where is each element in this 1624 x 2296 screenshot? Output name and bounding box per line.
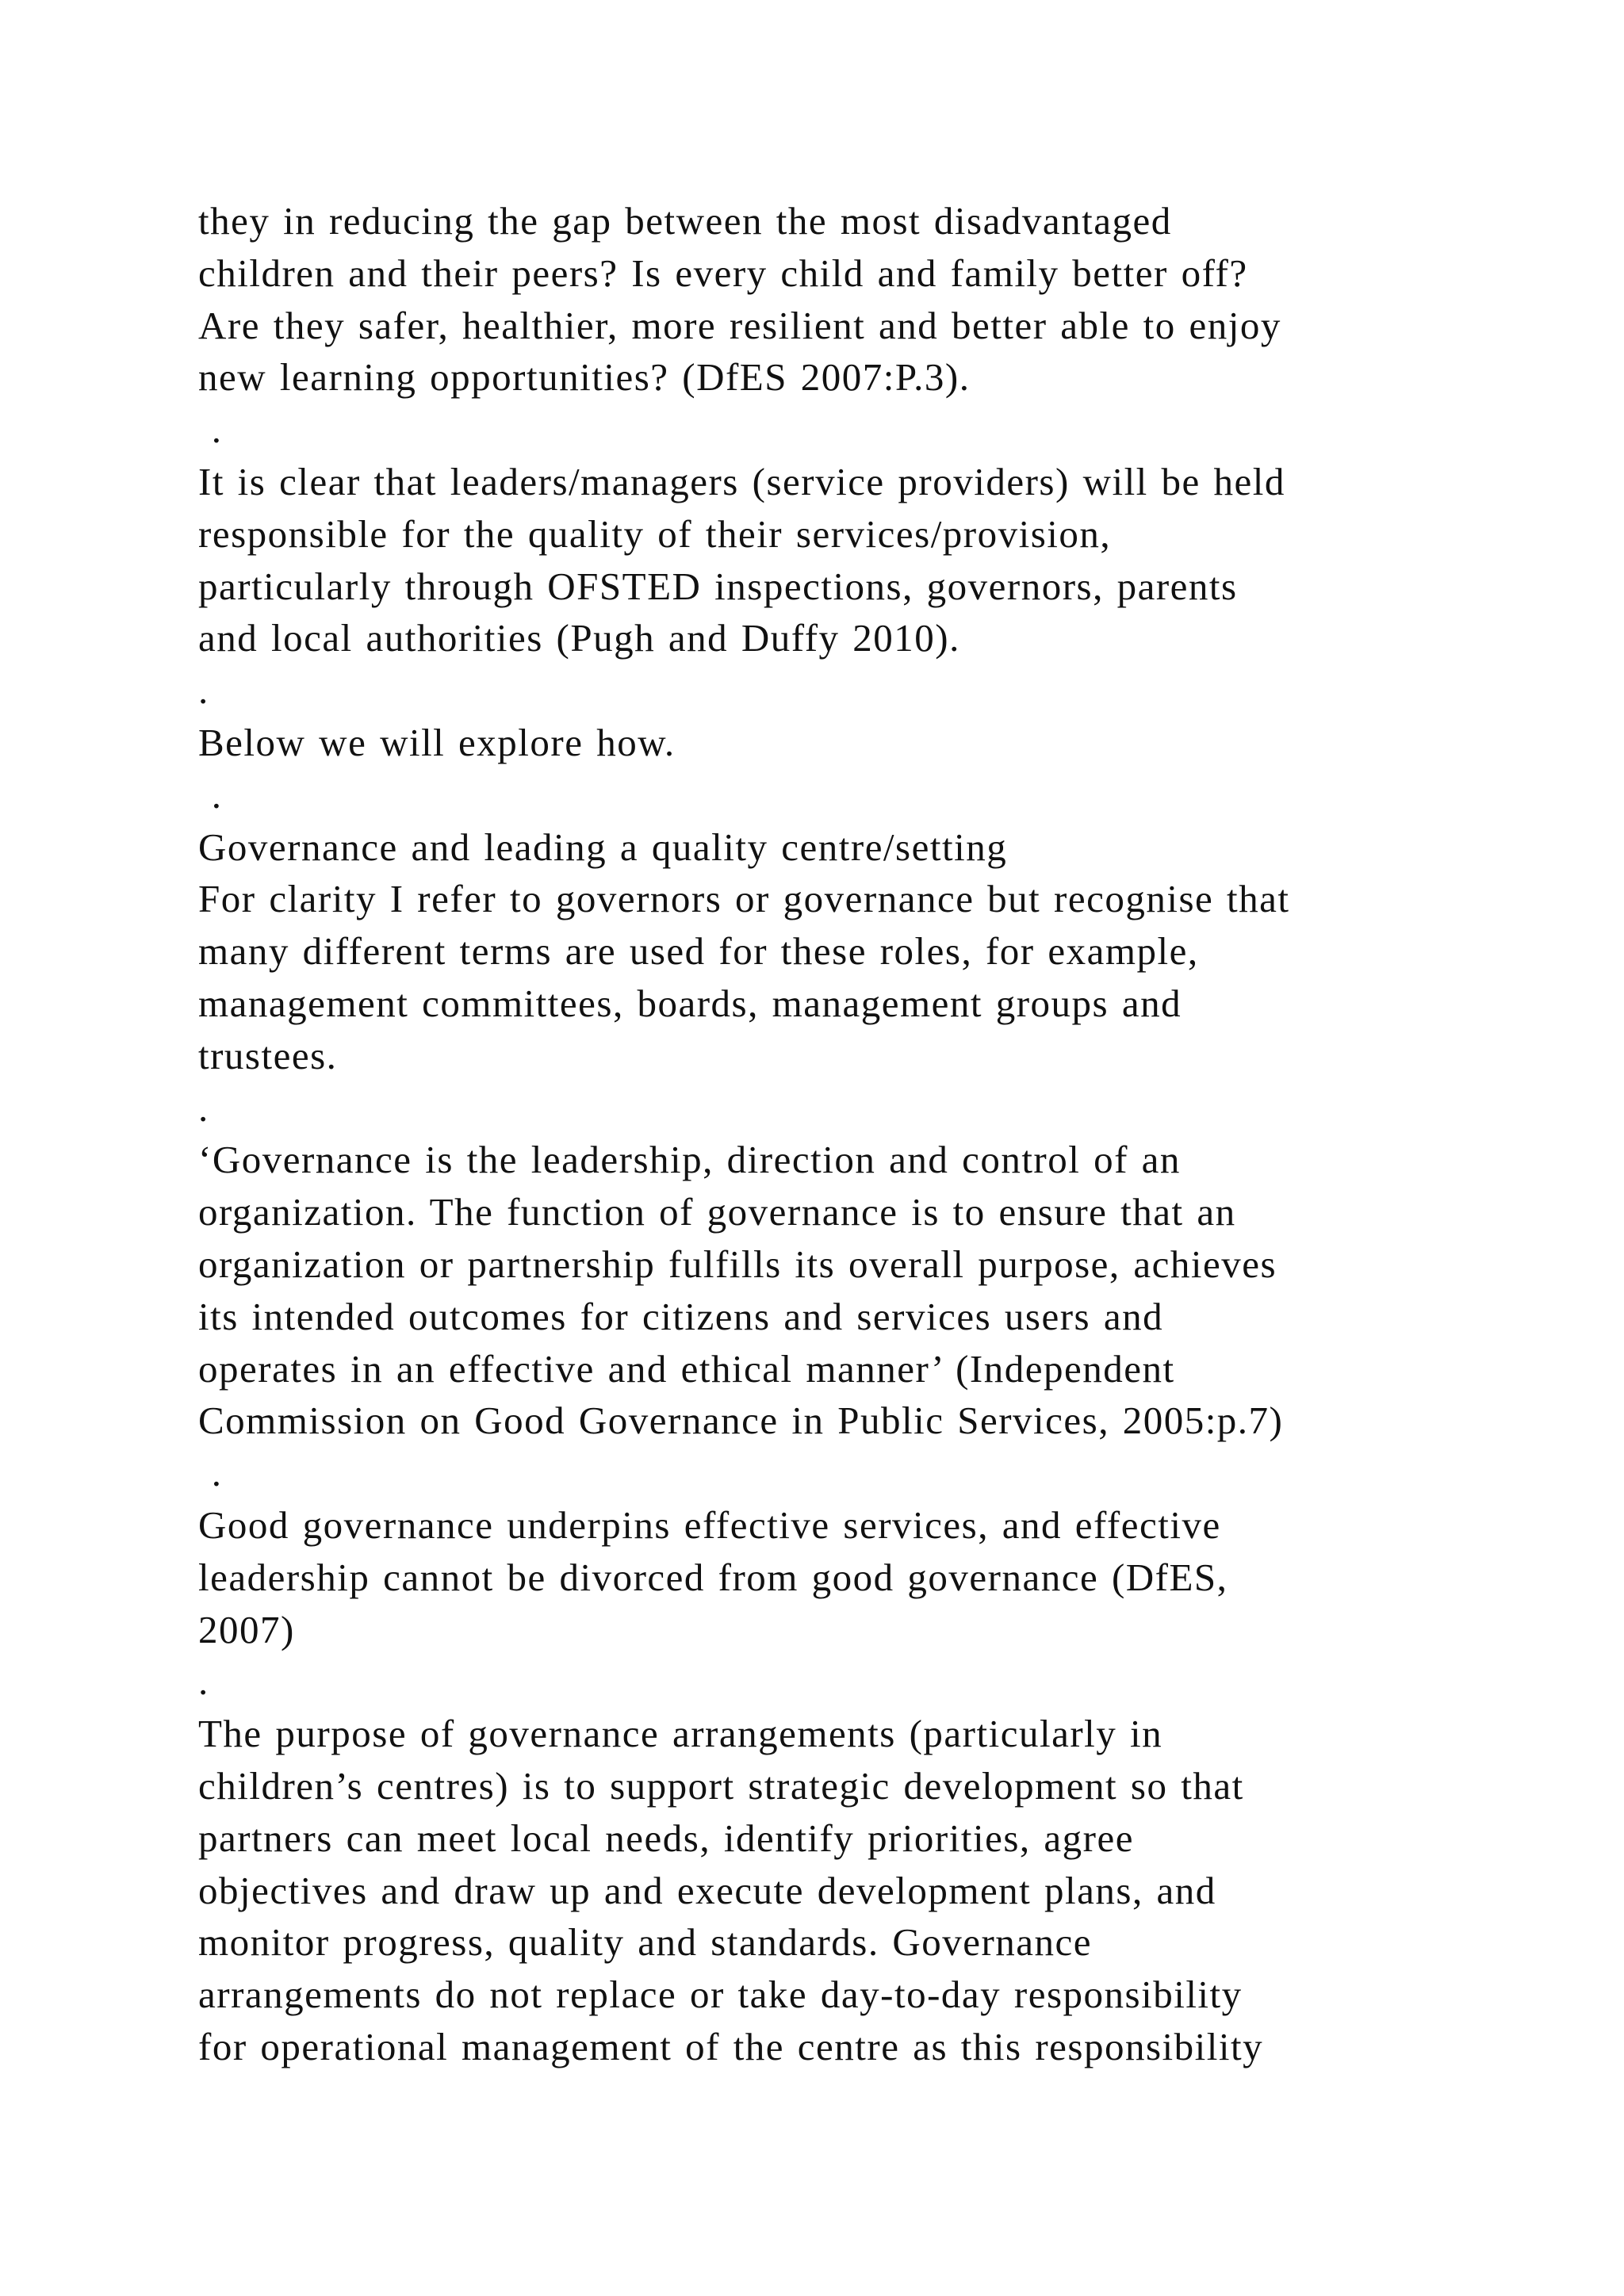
text-line: management committees, boards, management groups and [198, 981, 1182, 1025]
quote-line: organization or partnership fulfills its overall purpose, achieves [198, 1242, 1277, 1286]
text-line: partners can meet local needs, identify priorities, agree [198, 1816, 1134, 1860]
document-body [198, 195, 1499, 2073]
text-line: and local authorities (Pugh and Duffy 2010). [198, 616, 960, 660]
text-line: Are they safer, healthier, more resilient and better able to enjoy [198, 303, 1281, 347]
quote-line: ‘Governance is the leadership, direction and control of an [198, 1138, 1181, 1182]
text-line: Good governance underpins effective services, and effective [198, 1502, 1221, 1547]
text-line: trustees. [198, 1033, 338, 1077]
separator-dot: . [198, 408, 223, 452]
separator-dot: . [198, 772, 223, 817]
quote-line: its intended outcomes for citizens and services users and [198, 1294, 1164, 1338]
separator-dot: . [198, 668, 209, 713]
text-line: for operational management of the centre as this responsibility [198, 2024, 1264, 2068]
text-line: objectives and draw up and execute development plans, and [198, 1868, 1216, 1912]
text-line: responsible for the quality of their services/provision, [198, 511, 1112, 556]
separator-dot: . [198, 1085, 209, 1130]
text-line: particularly through OFSTED inspections, governors, parents [198, 564, 1238, 608]
separator-dot: . [198, 1451, 223, 1495]
section-heading: Governance and leading a quality centre/setting [198, 825, 1008, 869]
quote-line: operates in an effective and ethical manner’ (Independent [198, 1346, 1175, 1391]
text-line: children and their peers? Is every child and family better off? [198, 251, 1248, 295]
text-line: they in reducing the gap between the most disadvantaged [198, 199, 1172, 243]
text-line: leadership cannot be divorced from good governance (DfES, [198, 1555, 1228, 1599]
text-line: children’s centres) is to support strategic development so that [198, 1763, 1244, 1808]
citation-line: Commission on Good Governance in Public Services, 2005:p.7) [198, 1399, 1284, 1443]
separator-dot: . [198, 1659, 209, 1704]
text-line: arrangements do not replace or take day-to-day responsibility [198, 1973, 1243, 2017]
text-line: 2007) [198, 1607, 295, 1651]
text-line: monitor progress, quality and standards. Governance [198, 1920, 1093, 1965]
text-line: The purpose of governance arrangements (particularly in [198, 1712, 1163, 1756]
quote-line: organization. The function of governance is to ensure that an [198, 1190, 1236, 1234]
text-line: For clarity I refer to governors or governance but recognise that [198, 877, 1290, 921]
text-line: Below we will explore how. [198, 720, 676, 764]
text-line: many different terms are used for these roles, for example, [198, 929, 1199, 974]
text-line: It is clear that leaders/managers (service providers) will be held [198, 459, 1285, 503]
text-line: new learning opportunities? (DfES 2007:P.3). [198, 355, 971, 400]
